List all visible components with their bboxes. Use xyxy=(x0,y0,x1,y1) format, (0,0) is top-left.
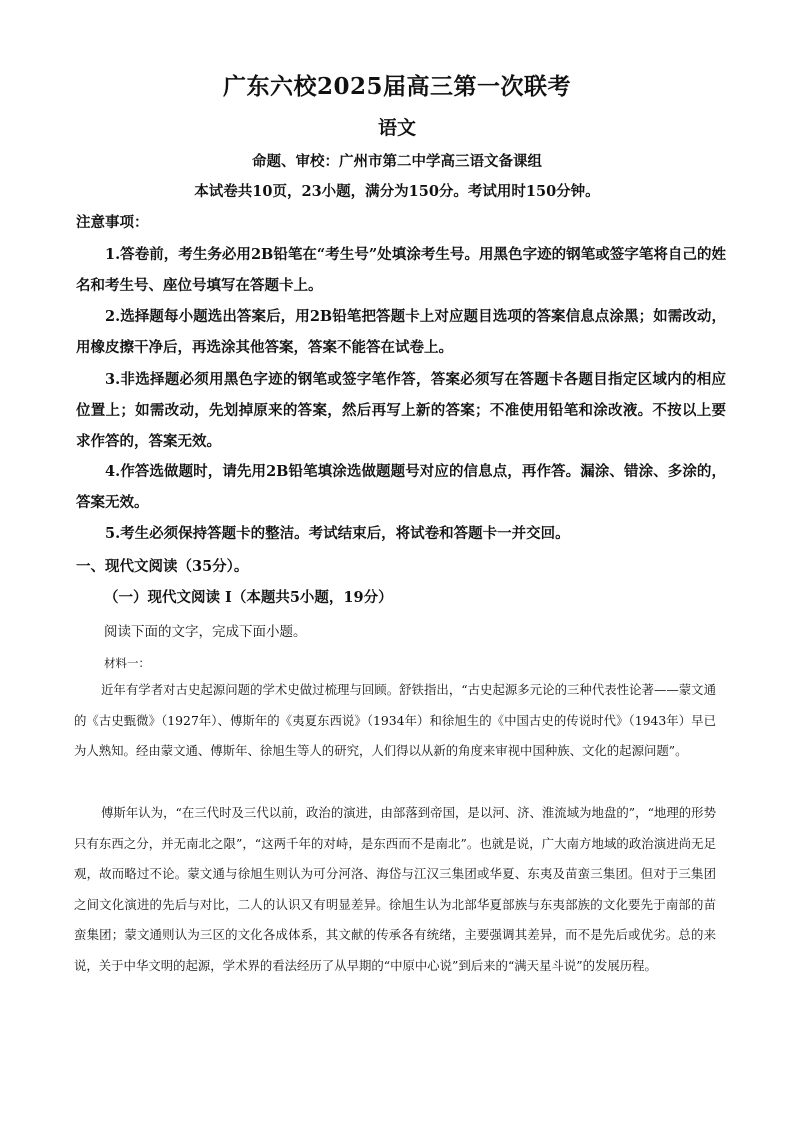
notice-item-5: 5.考生必须保持答题卡的整洁。考试结束后，将试卷和答题卡一并交回。 xyxy=(105,525,570,542)
notice-item-4: 4.作答选做题时，请先用2B铅笔填涂选做题题号对应的信息点，再作答。漏涂、错涂、多涂的，答案无效。 xyxy=(76,463,726,511)
author-line: 命题、审校：广州市第二中学高三语文备课组 xyxy=(252,153,542,170)
notice-item-3: 3.非选择题必须用黑色字迹的钢笔或签字笔作答，答案必须写在答题卡各题目指定区域内的相应位置上；如需改动，先划掉原来的答案，然后再写上新的答案；不准使用铅笔和涂改液。不按以上要求作答的，答案无效。 xyxy=(76,371,726,450)
material-paragraph-2: 傅斯年认为，“在三代时及三代以前，政治的演进，由部落到帝国，是以河、济、淮流域为地盘的”，“地理的形势只有东西之分，并无南北之限”，“这两千年的对峙，是东西而不是南北”。也就是说，广大南方地域的政治演进尚无足观，故而略过不论。蒙文通与徐旭生则认为可分河洛、海岱与江汉三集团或华夏、东夷及苗蛮三集团。但对于三集团之间文化演进的先后与对比，二人的认识又有明显差异。徐旭生认为北部华夏部族与东夷部族的文化要先于南部的苗蛮集团；蒙文通则认为三区的文化各成体系，其文献的传承各有统绪，主要强调其差异，而不是先后或优劣。总的来说，关于中华文明的起源，学术界的看法经历了从早期的“中原中心说”到后来的“满天星斗说”的发展历程。 xyxy=(74,805,716,973)
exam-title: 广东六校2025届高三第一次联考 xyxy=(222,73,571,100)
section-heading: 一、现代文阅读（35分）。 xyxy=(76,558,249,575)
subsection-heading: （一）现代文阅读 I（本题共5小题，19分） xyxy=(104,589,393,606)
notice-heading: 注意事项： xyxy=(76,214,149,231)
reading-instruction: 阅读下面的文字，完成下面小题。 xyxy=(104,624,307,640)
exam-info-line: 本试卷共10页，23小题，满分为150分。考试用时150分钟。 xyxy=(194,183,600,200)
subject-title: 语文 xyxy=(377,117,416,139)
notice-item-2: 2.选择题每小题选出答案后，用2B铅笔把答题卡上对应题目选项的答案信息点涂黑；如需改动，用橡皮擦干净后，再选涂其他答案，答案不能答在试卷上。 xyxy=(76,308,726,356)
material-label: 材料一： xyxy=(104,656,150,670)
notice-item-1: 1.答卷前，考生务必用2B铅笔在“考生号”处填涂考生号。用黑色字迹的钢笔或签字笔将自己的姓名和考生号、座位号填写在答题卡上。 xyxy=(76,246,726,294)
material-paragraph-1: 近年有学者对古史起源问题的学术史做过梳理与回顾。舒铁指出，“古史起源多元论的三种代表性论著——蒙文通的《古史甄微》（1927年）、傅斯年的《夷夏东西说》（1934年）和徐旭生的《中国古史的传说时代》（1943年）早已为人熟知。经由蒙文通、傅斯年、徐旭生等人的研究，人们得以从新的角度来审视中国种族、文化的起源问题”。 xyxy=(74,682,716,758)
